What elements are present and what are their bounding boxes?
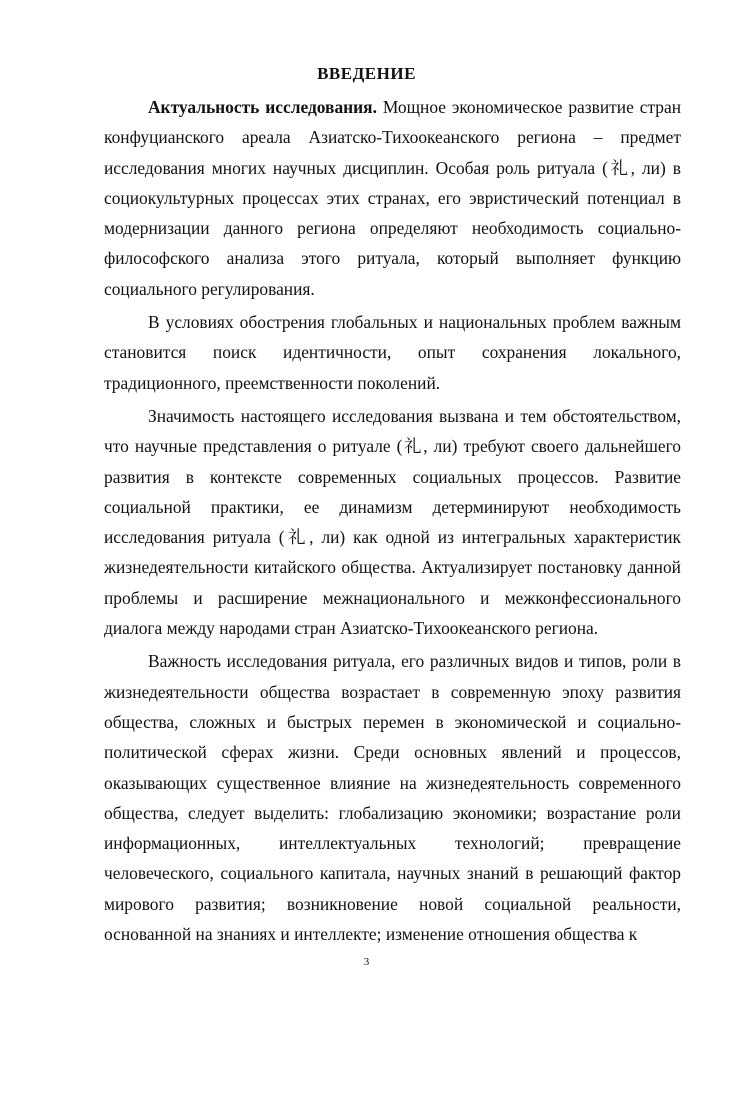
body-text: [104, 92, 681, 949]
relevance-lead: Актуальность исследования.: [148, 97, 377, 117]
section-title: ВВЕДЕНИЕ: [317, 64, 416, 83]
paragraph-importance: Важность исследования ритуала, его различных видов и типов, роли в жизнедеятельности общества возрастает в современную эпоху развития общества, сложных и быстрых перемен в экономической и социально-политической сферах жизни. Среди основных явлений и процессов, оказывающих существенное влияние на жизнедеятельность современного общества, следует выделить: глобализацию экономики; возрастание роли информационных, интеллектуальных технологий; превращение человеческого, социального капитала, научных знаний в решающий фактор мирового развития; возникновение новой социальной реальности, основанной на знаниях и интеллекте; изменение отношения общества к: [104, 651, 681, 945]
paragraph-significance: Значимость настоящего исследования вызвана и тем обстоятельством, что научные представления о ритуале (礼, ли) требуют своего дальнейшего развития в контексте современных социальных процессов. Развитие социальной практики, ее динамизм детерминируют необходимость исследования ритуала (礼, ли) как одной из интегральных характеристик жизнедеятельности китайского общества. Актуализирует постановку данной проблемы и расширение межнационального и межконфессионального диалога между народами стран Азиатско-Тихоокеанского региона.: [104, 405, 681, 639]
paragraph-relevance: [104, 92, 681, 304]
paragraph-identity: В условиях обострения глобальных и национальных проблем важным становится поиск идентичности, опыт сохранения локального, традиционного, преемственности поколений.: [104, 312, 681, 393]
relevance-text: Мощное экономическое развитие стран конфуцианского ареала Азиатско-Тихоокеанского региона – предмет исследования многих научных дисциплин. Особая роль ритуала (礼, ли) в социокультурных процессах этих странах, его эвристический потенциал в модернизации данного региона определяют необходимость социально-философского анализа этого ритуала, который выполняет функцию социального регулирования.: [104, 97, 681, 299]
page-number: 3: [363, 956, 370, 968]
